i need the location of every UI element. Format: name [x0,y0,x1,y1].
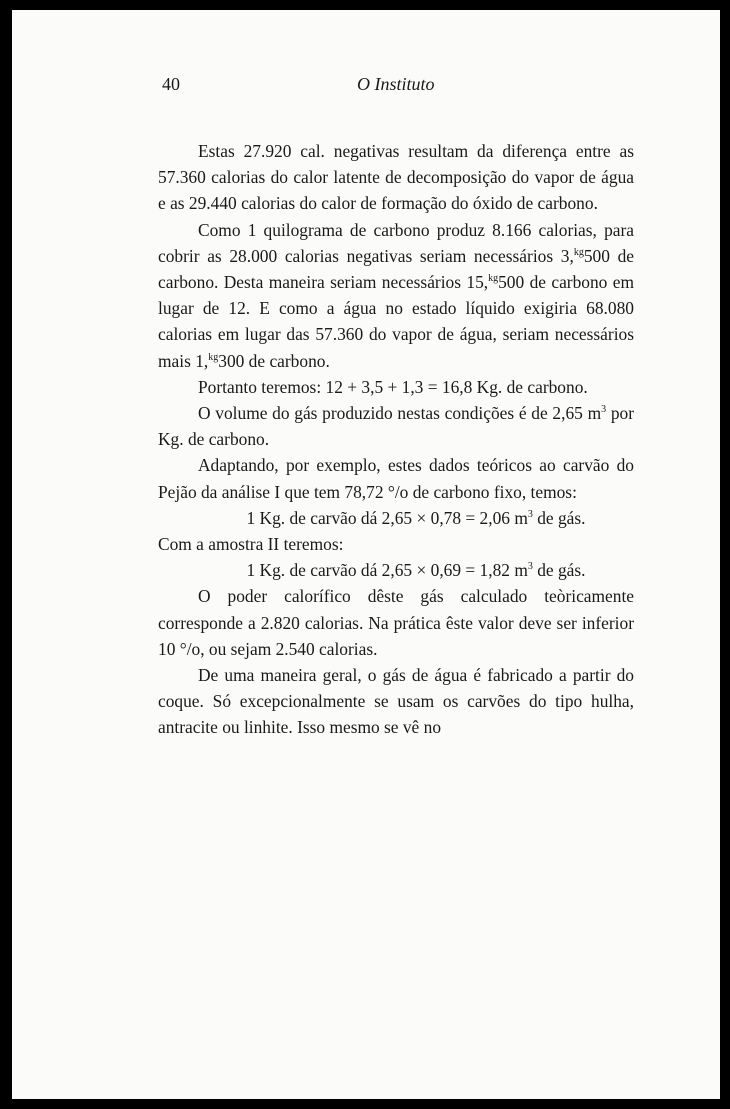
paragraph: Portanto teremos: 12 + 3,5 + 1,3 = 16,8 Kg. de carbono. [198,376,588,397]
unit-superscript: kg [573,247,584,259]
text-run: de gás. [532,560,586,581]
paragraph: Com a amostra II teremos: [158,534,344,555]
exponent: 3 [527,561,533,573]
text-run: 1 Kg. de carvão dá 2,65 × 0,78 = 2,06 m [246,507,528,528]
paragraph [158,217,634,374]
body-text [158,138,634,741]
running-title: O Instituto [357,74,435,94]
exponent: 3 [527,509,533,521]
text-run: de gás. [532,507,586,528]
paragraph: O poder calorífico dêste gás calculado teòricamente corresponde a 2.820 calorias. Na prática êste valor deve ser inferior 10 °/o, ou sejam 2.540 calorias. [158,586,634,659]
text-run: 500 de carbono. Desta maneira seriam necessários 15, [158,245,634,293]
text-run: 500 de carbono em lugar de 12. E como a água no estado líquido exigiria 68.080 calorias em lugar das 57.360 do vapor de água, seriam necessários mais 1, [158,272,634,371]
text-run: por Kg. de carbono. [158,403,635,450]
paragraph: Estas 27.920 cal. negativas resultam da diferença entre as 57.360 calorias do calor latente de decomposição do vapor de água e as 29.440 calorias do calor de formação do óxido de carbono. [158,141,634,214]
text-run: 300 de carbono. [218,350,330,371]
formula [158,557,634,583]
exponent: 3 [601,404,607,416]
page-number: 40 [162,74,180,94]
paragraph: De uma maneira geral, o gás de água é fabricado a partir do coque. Só excepcionalmente se usam os carvões do tipo hulha, antracite ou linhite. Isso mesmo se vê no [158,665,634,738]
unit-superscript: kg [208,351,219,363]
text-run: O volume do gás produzido nestas condições é de 2,65 m [198,403,602,424]
page-header [162,74,632,98]
unit-superscript: kg [488,273,499,285]
paragraph: Adaptando, por exemplo, estes dados teóricos ao carvão do Pejão da análise I que tem 78,72 °/o de carbono fixo, temos: [158,455,634,502]
formula [158,505,634,531]
text-run: Como 1 quilograma de carbono produz 8.166 calorias, para cobrir as 28.000 calorias negativas seriam necessários 3, [158,219,634,266]
text-run: 1 Kg. de carvão dá 2,65 × 0,69 = 1,82 m [246,560,528,581]
paragraph [158,400,634,452]
